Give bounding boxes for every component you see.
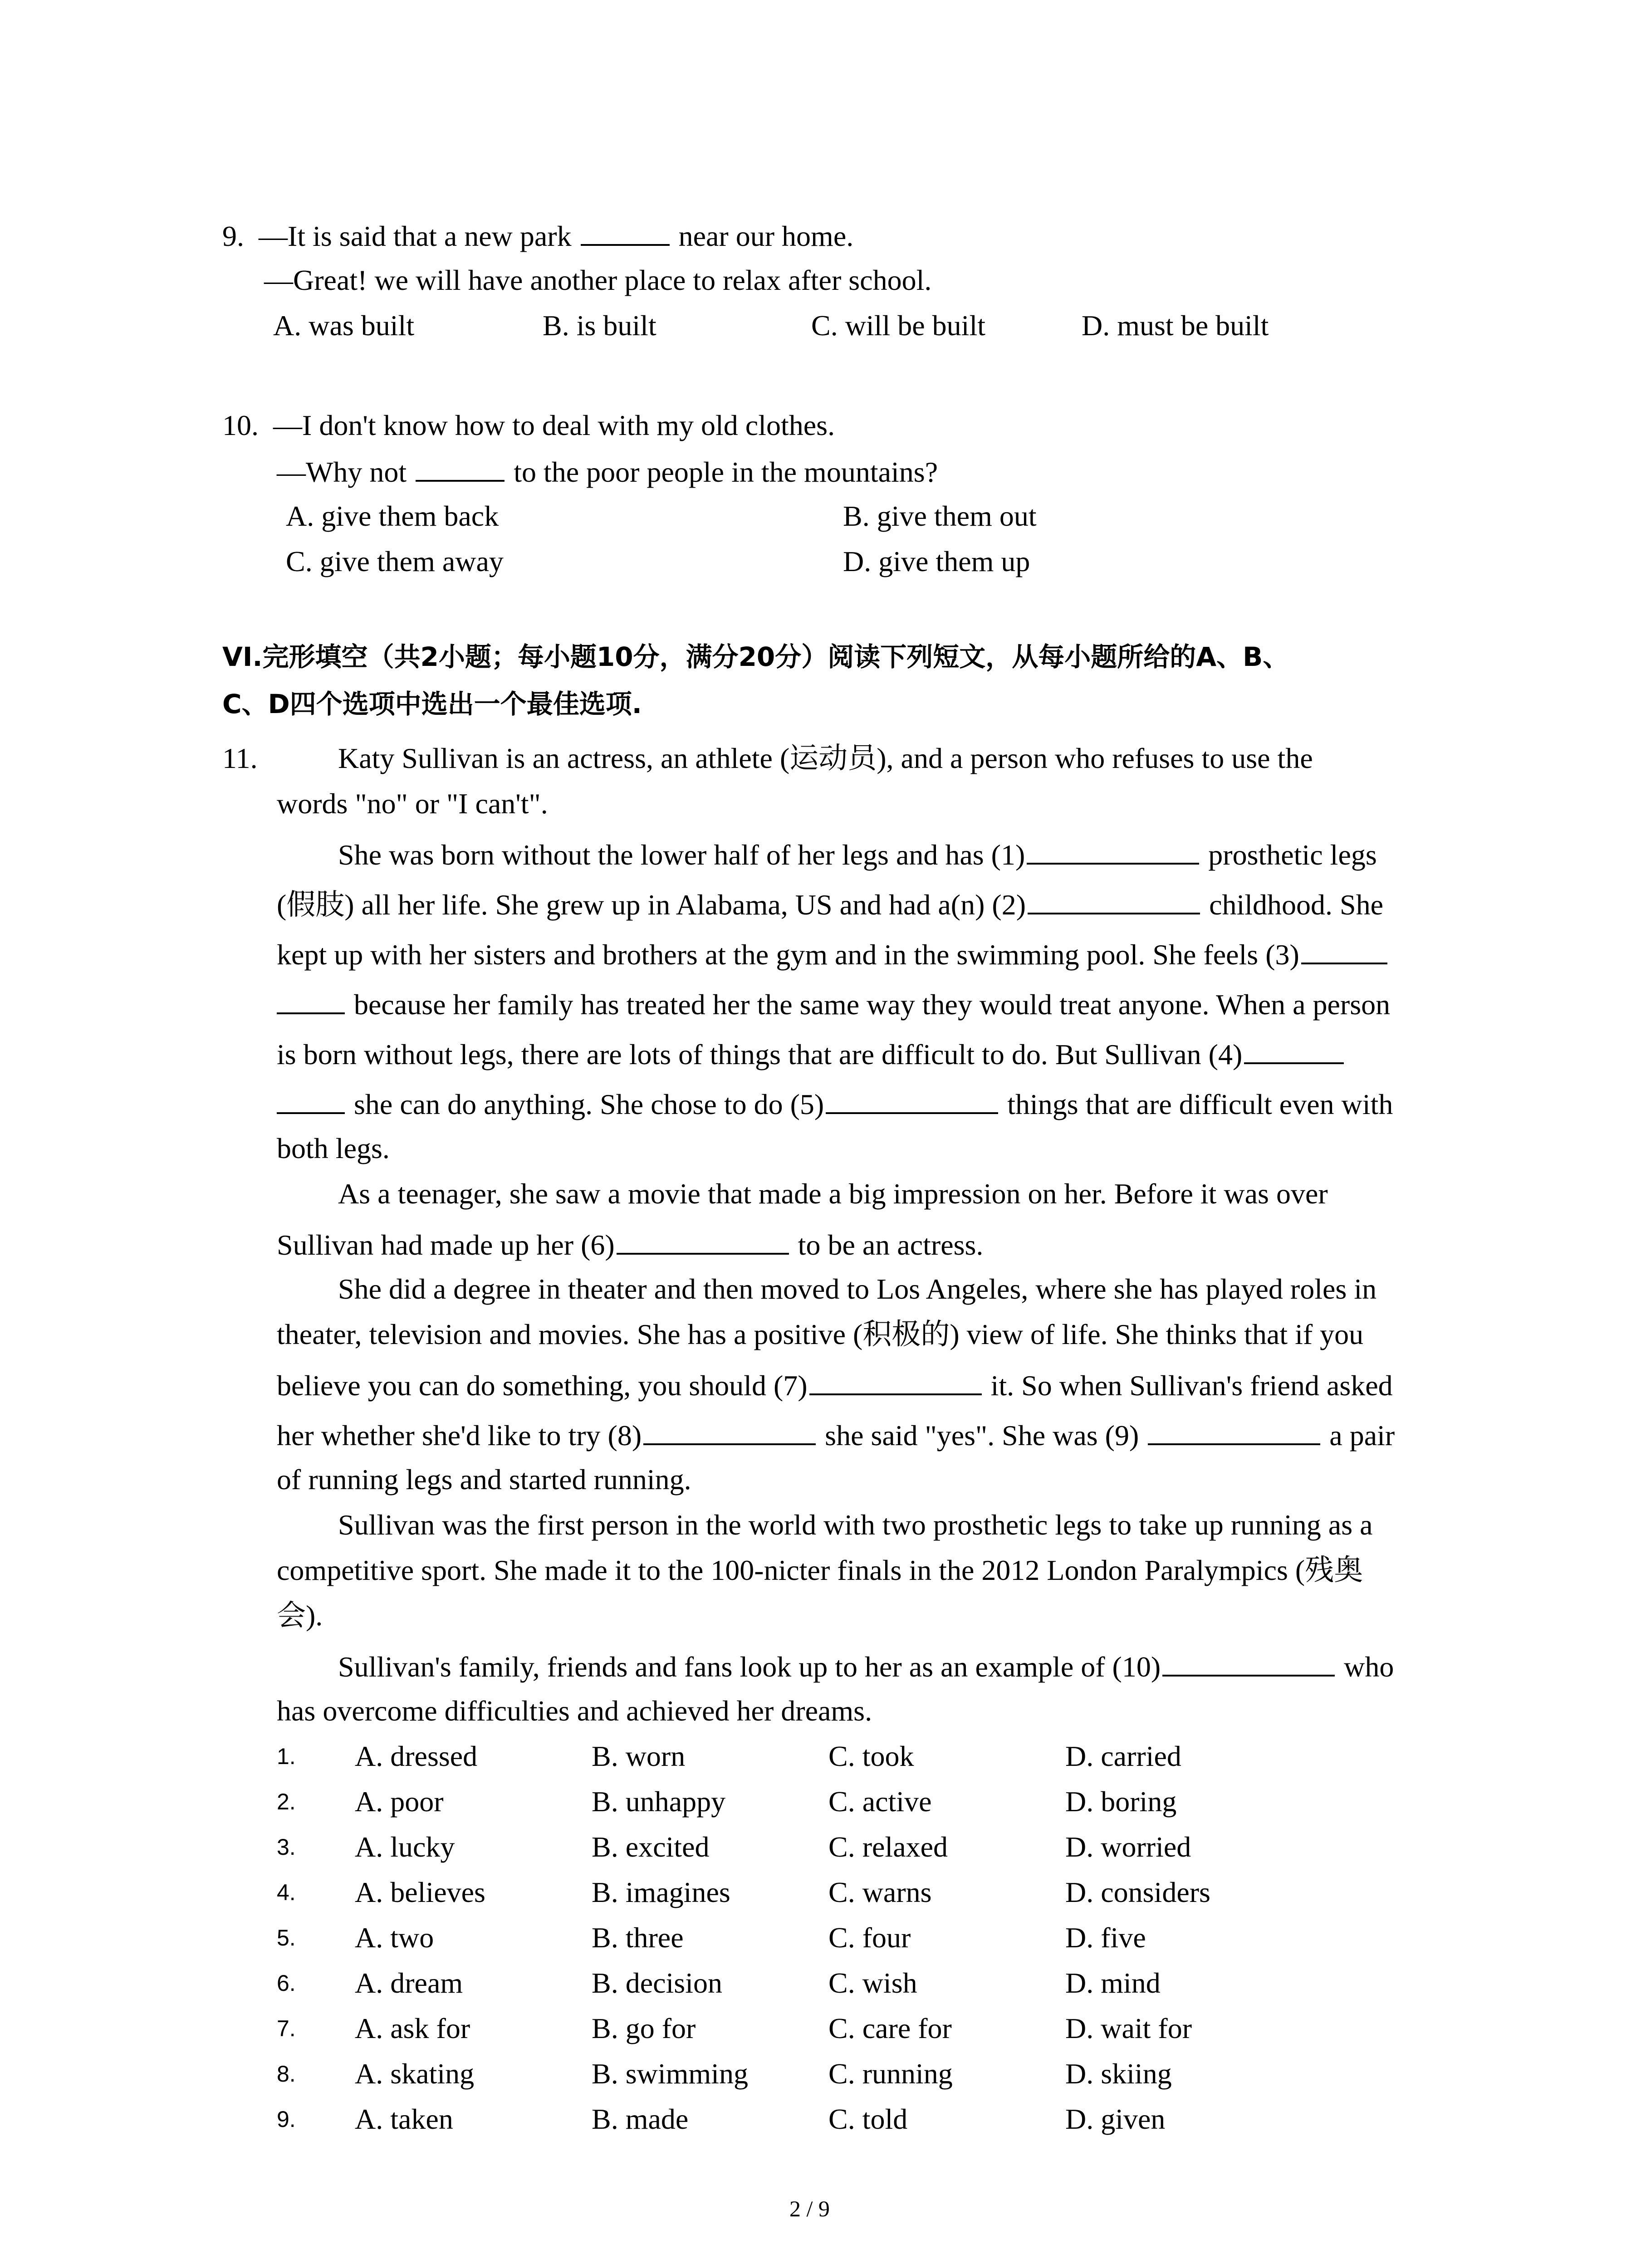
choice-c[interactable]: C. took [828, 1740, 914, 1772]
passage-text: she said "yes". She was (9) [825, 1419, 1139, 1452]
passage-p3-line1: As a teenager, she saw a movie that made a big impression on her. Before it was over [338, 1178, 1328, 1210]
choice-b[interactable]: B. made [592, 2103, 689, 2135]
blank-8[interactable] [643, 1416, 816, 1445]
passage-text: to be an actress. [798, 1229, 984, 1261]
passage-text: she can do anything. She chose to do (5) [354, 1088, 824, 1120]
passage-text: kept up with her sisters and brothers at the gym and in the swimming pool. She feels (3) [277, 938, 1299, 971]
choice-a[interactable]: A. dream [355, 1967, 463, 1999]
q11-number: 11. [222, 742, 258, 774]
section-heading-line1: VI.完形填空（共2小题；每小题10分，满分20分）阅读下列短文，从每小题所给的A、B、 [222, 641, 1289, 672]
choice-d[interactable]: D. worried [1065, 1831, 1191, 1863]
choice-number: 4. [277, 1880, 296, 1905]
choice-number: 2. [277, 1789, 296, 1814]
passage-p4-line5: of running legs and started running. [277, 1463, 691, 1496]
choice-d[interactable]: D. boring [1065, 1785, 1177, 1818]
q10-line1 [222, 407, 835, 444]
choice-c[interactable]: C. four [828, 1921, 911, 1954]
passage-p4-line3 [277, 1366, 1393, 1404]
choice-b[interactable]: B. swimming [592, 2058, 748, 2090]
passage-text: Sullivan had made up her (6) [277, 1229, 615, 1261]
passage-p2-line3 [277, 935, 1389, 973]
passage-p4-line2: theater, television and movies. She has a positive (积极的) view of life. She thinks that if you [277, 1318, 1364, 1350]
passage-p1-line1: Katy Sullivan is an actress, an athlete (运动员), and a person who refuses to use the [338, 742, 1313, 774]
choice-c[interactable]: C. running [828, 2058, 953, 2090]
choice-a[interactable]: A. two [355, 1921, 434, 1954]
choice-number: 1. [277, 1744, 296, 1769]
q10-option-a[interactable]: A. give them back [286, 500, 499, 532]
passage-p2-line5 [277, 1035, 1346, 1073]
choice-a[interactable]: A. taken [355, 2103, 453, 2135]
passage-text: a pair [1329, 1419, 1395, 1452]
q9-option-a[interactable]: A. was built [273, 309, 415, 342]
passage-p6-line2: has overcome difficulties and achieved her dreams. [277, 1695, 872, 1727]
choice-a[interactable]: A. believes [355, 1876, 485, 1908]
q10-blank[interactable] [416, 453, 505, 482]
q9-stem-post: near our home. [678, 220, 854, 252]
choice-d[interactable]: D. skiing [1065, 2058, 1172, 2090]
choice-d[interactable]: D. carried [1065, 1740, 1181, 1772]
choice-d[interactable]: D. mind [1065, 1967, 1161, 1999]
choice-number: 6. [277, 1970, 296, 1996]
passage-p4-line4 [277, 1416, 1395, 1454]
blank-2[interactable] [1028, 885, 1200, 914]
passage-text: it. So when Sullivan's friend asked [990, 1369, 1393, 1402]
passage-text: is born without legs, there are lots of things that are difficult to do. But Sullivan (4) [277, 1038, 1243, 1070]
choice-d[interactable]: D. five [1065, 1921, 1146, 1954]
passage-p2-line2 [277, 885, 1383, 923]
choice-c[interactable]: C. told [828, 2103, 908, 2135]
page-number: 2 / 9 [789, 2196, 830, 2221]
choice-a[interactable]: A. lucky [355, 1831, 455, 1863]
choice-c[interactable]: C. warns [828, 1876, 932, 1908]
choice-number: 8. [277, 2061, 296, 2087]
choice-a[interactable]: A. dressed [355, 1740, 478, 1772]
choice-d[interactable]: D. wait for [1065, 2012, 1192, 2044]
choice-b[interactable]: B. three [592, 1921, 684, 1954]
q9-line2: —Great! we will have another place to relax after school. [264, 264, 932, 296]
q10-stem: —I don't know how to deal with my old clothes. [273, 409, 835, 441]
passage-text: prosthetic legs [1208, 839, 1377, 871]
passage-p1-line2: words "no" or "I can't". [277, 787, 548, 820]
choice-d[interactable]: D. given [1065, 2103, 1166, 2135]
passage-text: things that are difficult even with [1007, 1088, 1393, 1120]
passage-text: her whether she'd like to try (8) [277, 1419, 642, 1452]
q9-line1 [222, 217, 853, 254]
blank-5[interactable] [826, 1085, 998, 1114]
blank-10[interactable] [1162, 1647, 1335, 1677]
q10-option-d[interactable]: D. give them up [843, 545, 1030, 577]
choice-d[interactable]: D. considers [1065, 1876, 1210, 1908]
choice-b[interactable]: B. go for [592, 2012, 696, 2044]
blank-3-part2[interactable] [277, 985, 345, 1014]
choice-b[interactable]: B. worn [592, 1740, 686, 1772]
q10-option-c[interactable]: C. give them away [286, 545, 504, 577]
choice-number: 7. [277, 2016, 296, 2041]
choice-c[interactable]: C. relaxed [828, 1831, 948, 1863]
blank-6[interactable] [617, 1226, 789, 1255]
choice-a[interactable]: A. poor [355, 1785, 444, 1818]
passage-p4-line1: She did a degree in theater and then moved to Los Angeles, where she has played roles in [338, 1273, 1377, 1305]
choice-b[interactable]: B. excited [592, 1831, 710, 1863]
blank-9[interactable] [1148, 1416, 1320, 1445]
q9-blank[interactable] [581, 217, 670, 246]
choice-number: 3. [277, 1834, 296, 1860]
blank-1[interactable] [1027, 836, 1199, 865]
passage-text: believe you can do something, you should (7) [277, 1369, 808, 1402]
passage-p2-line6 [277, 1085, 1393, 1123]
blank-3-part1[interactable] [1301, 935, 1387, 964]
passage-p2-line4 [277, 985, 1390, 1023]
passage-p5-line3: 会). [277, 1599, 323, 1632]
passage-p2-line7: both legs. [277, 1132, 390, 1164]
blank-4-part2[interactable] [277, 1085, 345, 1114]
passage-text: who [1344, 1651, 1394, 1683]
choice-a[interactable]: A. skating [355, 2058, 475, 2090]
q10-option-b[interactable]: B. give them out [843, 500, 1037, 532]
passage-text: She was born without the lower half of her legs and has (1) [338, 839, 1025, 871]
q9-number: 9. [222, 220, 244, 252]
choice-b[interactable]: B. unhappy [592, 1785, 726, 1818]
passage-text: Sullivan's family, friends and fans look up to her as an example of (10) [338, 1651, 1161, 1683]
passage-p5-line1: Sullivan was the first person in the world with two prosthetic legs to take up running as a [338, 1509, 1373, 1541]
section-heading-line2: C、D四个选项中选出一个最佳选项. [222, 689, 642, 719]
choice-number: 9. [277, 2107, 296, 2132]
choice-c[interactable]: C. active [828, 1785, 932, 1818]
passage-p2-line1 [338, 836, 1377, 873]
q9-stem-pre: —It is said that a new park [259, 220, 572, 252]
passage-p6-line1 [338, 1647, 1394, 1685]
q10-number: 10. [222, 409, 259, 441]
passage-text: (假肢) all her life. She grew up in Alabama, US and had a(n) (2) [277, 889, 1026, 921]
q10-stem-post: to the poor people in the mountains? [514, 456, 938, 488]
passage-text: childhood. She [1209, 889, 1384, 921]
q9-option-b[interactable]: B. is built [543, 309, 656, 342]
choice-b[interactable]: B. decision [592, 1967, 722, 1999]
q10-line2 [277, 453, 938, 490]
choice-c[interactable]: C. wish [828, 1967, 917, 1999]
choice-number: 5. [277, 1925, 296, 1950]
choice-b[interactable]: B. imagines [592, 1876, 730, 1908]
q9-option-c[interactable]: C. will be built [811, 309, 985, 342]
blank-7[interactable] [809, 1366, 982, 1395]
choice-a[interactable]: A. ask for [355, 2012, 470, 2044]
passage-text: because her family has treated her the same way they would treat anyone. When a person [354, 988, 1391, 1021]
q10-stem-pre: —Why not [277, 456, 407, 488]
passage-p5-line2: competitive sport. She made it to the 100-nicter finals in the 2012 London Paralympics (残奥 [277, 1554, 1363, 1586]
passage-p3-line2 [277, 1226, 983, 1263]
choice-c[interactable]: C. care for [828, 2012, 952, 2044]
q9-option-d[interactable]: D. must be built [1082, 309, 1269, 342]
blank-4-part1[interactable] [1244, 1035, 1344, 1064]
